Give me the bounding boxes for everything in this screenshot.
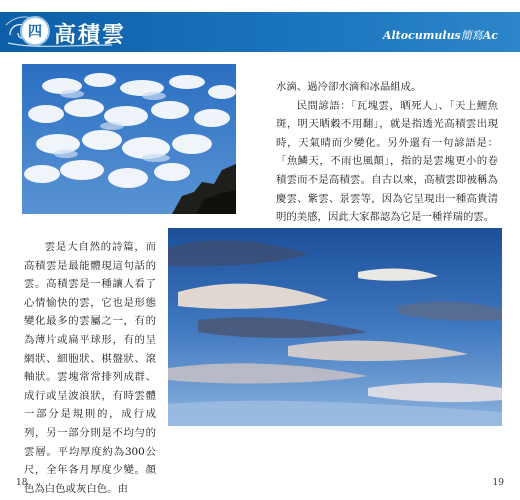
chapter-subtitle — [383, 27, 498, 43]
altocumulus-photo-bottom — [168, 228, 502, 426]
subtitle-abbr-label: 簡寫 — [460, 29, 483, 42]
chapter-title: 高積雲 — [54, 22, 127, 48]
right-paragraph-continued: 水滴、過冷卻水滴和冰晶組成。 — [276, 81, 422, 93]
right-paragraph-proverbs: 民間諺語：「瓦塊雲，晒死人」、「天上鯉魚斑，明天晒穀不用翻」，就是指透光高積雲出現時，天氣晴而少變化。另外還有一句諺語是：「魚鱗天，不雨也風顛」，指的是雲塊更小的卷積雲而不是高積雲。自古以來，高積雲即被稱為慶雲、紫雲、景雲等，因為它呈現出一種高貴清明的美感，因此大家都認為它是一種祥瑞的雲。 — [276, 99, 498, 224]
page-number-right: 19 — [492, 478, 504, 488]
subtitle-abbreviation: Ac — [482, 29, 498, 42]
left-paragraph-intro: 雲是大自然的詩篇，而高積雲是最能體現這句話的雲。高積雲是一種讓人看了心情愉快的雲，它也是形態變化最多的雲屬之一，有的為薄片或扁平球形，有的呈網狀、細胞狀、棋盤狀、滾軸狀。雲塊常常排列成群、成行或呈波浪狀，有時雲體一部分是規則的，成行成列，另一部分則是不均勻的雲層。平均厚度約為300公尺，全年各月厚度少變。顏色為白色或灰白色。由 — [24, 241, 156, 495]
chapter-number-badge: 四 — [20, 16, 50, 46]
page-number-left: 18 — [16, 478, 28, 488]
right-column-text — [276, 78, 498, 227]
left-column-text — [24, 238, 156, 498]
subtitle-latin-name: Altocumulus — [382, 29, 461, 42]
chapter-banner — [0, 12, 520, 52]
altocumulus-photo-top — [22, 64, 236, 214]
